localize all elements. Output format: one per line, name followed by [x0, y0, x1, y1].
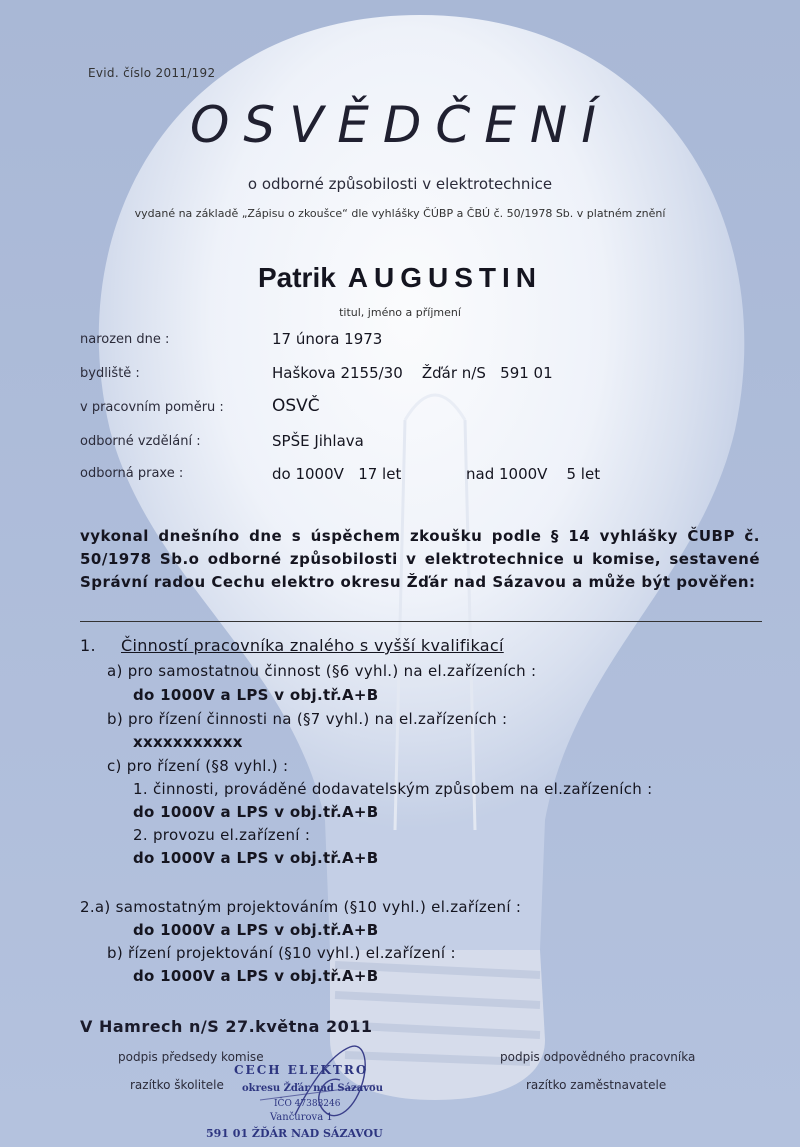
official-stamp	[200, 1045, 420, 1145]
surname: AUGUSTIN	[347, 262, 543, 293]
stamp-line-1: CECH ELEKTRO	[234, 1063, 369, 1077]
name-caption: titul, jméno a příjmení	[339, 306, 461, 319]
evidence-number: Evid. číslo 2011/192	[88, 66, 216, 80]
residence-label: bydliště :	[80, 366, 140, 381]
item-1c1-value: do 1000V a LPS v obj.tř.A+B	[133, 803, 379, 821]
practice-label: odborná praxe :	[80, 466, 184, 481]
place-and-date: V Hamrech n/S 27.května 2011	[80, 1017, 373, 1036]
trainer-stamp-label: razítko školitele	[130, 1078, 224, 1092]
item-2b-value: do 1000V a LPS v obj.tř.A+B	[133, 967, 379, 985]
chair-signature-label: podpis předsedy komise	[118, 1050, 264, 1064]
item-1-number: 1.	[80, 636, 96, 655]
certificate-title: OSVĚDČENÍ	[189, 96, 611, 154]
item-1a-text: a) pro samostatnou činnost (§6 vyhl.) na el.zařízeních :	[107, 662, 537, 680]
employer-stamp-label: razítko zaměstnavatele	[526, 1078, 667, 1092]
item-2b-text: b) řízení projektování (§10 vyhl.) el.zařízení :	[107, 944, 456, 962]
certificate-subtitle: o odborné způsobilosti v elektrotechnice	[247, 175, 553, 193]
item-1c1-text: 1. činnosti, prováděné dodavatelským způsobem na el.zařízeních :	[133, 780, 653, 798]
item-2a-text: 2.a) samostatným projektováním (§10 vyhl.) el.zařízení :	[80, 898, 522, 916]
residence-value: Haškova 2155/30 Žďár n/S 591 01	[272, 364, 553, 382]
responsible-signature-label: podpis odpovědného pracovníka	[500, 1050, 696, 1064]
first-name: Patrik	[257, 262, 336, 293]
legal-basis: vydané na základě „Zápisu o zkoušce“ dle vyhlášky ČÚBP a ČBÚ č. 50/1978 Sb. v platném znění	[134, 207, 666, 220]
holder-name	[0, 262, 800, 294]
item-1b-text: b) pro řízení činnosti na (§7 vyhl.) na el.zařízeních :	[107, 710, 508, 728]
item-1c-text: c) pro řízení (§8 vyhl.) :	[107, 757, 289, 775]
item-1b-value: xxxxxxxxxxx	[133, 733, 243, 751]
born-label: narozen dne :	[80, 332, 170, 347]
employment-value: OSVČ	[272, 396, 320, 416]
education-label: odborné vzdělání :	[80, 434, 201, 449]
practice-value-high: nad 1000V 5 let	[466, 465, 601, 483]
stamp-line-5: 591 01 ŽĎÁR NAD SÁZAVOU	[206, 1127, 383, 1140]
item-1-heading: Činností pracovníka znalého s vyšší kvalifikací	[121, 636, 504, 655]
stamp-line-4: Vančurova 1	[270, 1112, 333, 1123]
education-value: SPŠE Jihlava	[272, 432, 364, 450]
item-1a-value: do 1000V a LPS v obj.tř.A+B	[133, 686, 379, 704]
item-1c2-value: do 1000V a LPS v obj.tř.A+B	[133, 849, 379, 867]
divider-line	[80, 621, 762, 622]
stamp-line-3: IČO 47383246	[274, 1099, 341, 1109]
stamp-line-2: okresu Žďár nad Sázavou	[242, 1083, 383, 1094]
item-1c2-text: 2. provozu el.zařízení :	[133, 826, 311, 844]
practice-value-low: do 1000V 17 let	[272, 465, 402, 483]
born-value: 17 února 1973	[272, 330, 383, 348]
authorization-paragraph: vykonal dnešního dne s úspěchem zkoušku podle § 14 vyhlášky ČUBP č. 50/1978 Sb.o odborné způsobilosti v elektrotechnice u komise, sestavené Správní radou Cechu elektro okresu Žďár nad Sázavou a může být pověřen:	[80, 527, 760, 591]
item-2a-value: do 1000V a LPS v obj.tř.A+B	[133, 921, 379, 939]
employment-label: v pracovním poměru :	[80, 400, 224, 415]
